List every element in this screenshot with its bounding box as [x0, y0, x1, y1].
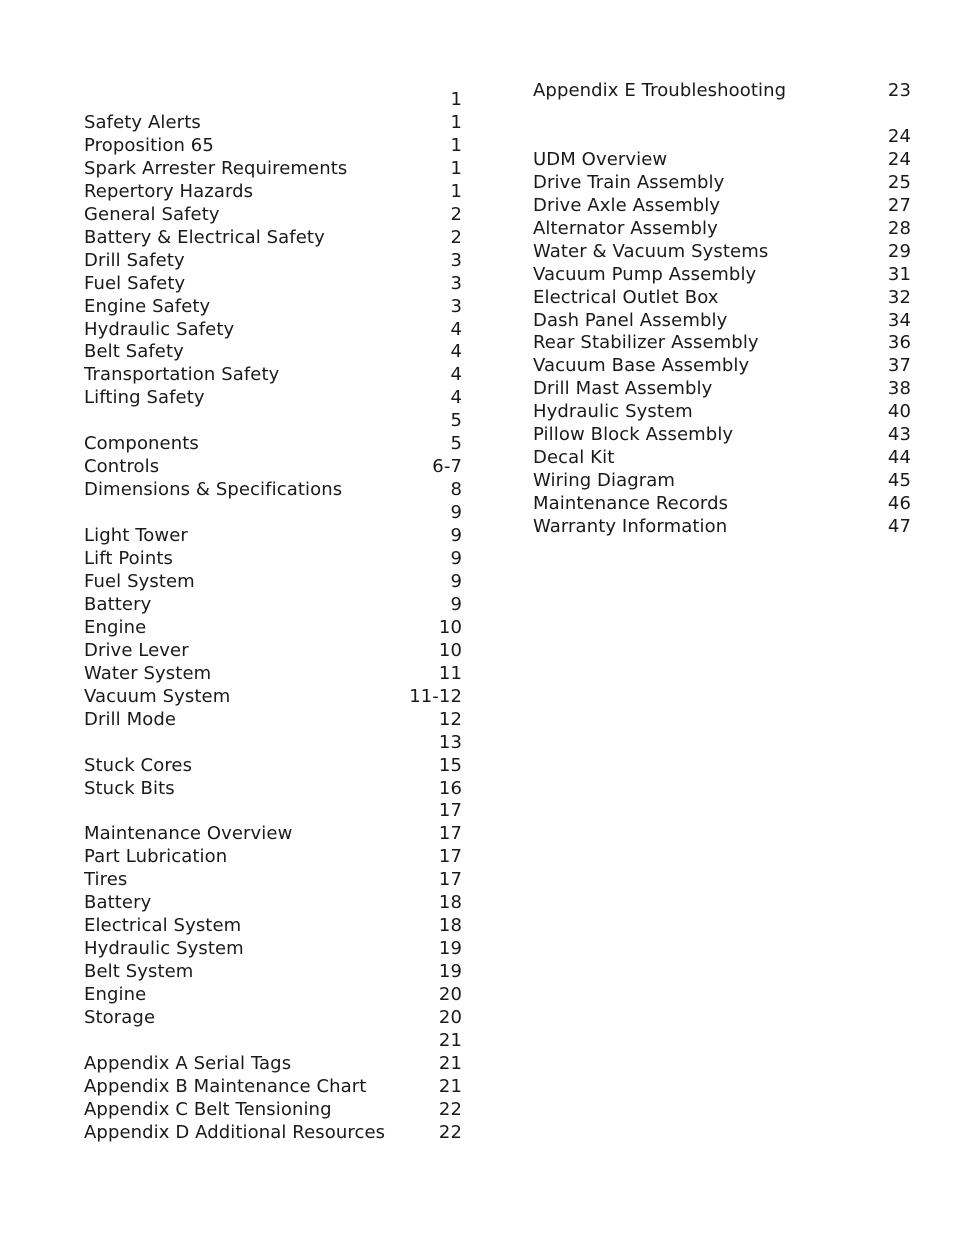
toc-entry[interactable]: [533, 423, 911, 446]
toc-entry[interactable]: [533, 469, 911, 492]
toc-entry[interactable]: [84, 318, 462, 341]
toc-entry-page-number: 2: [450, 203, 462, 225]
toc-entry[interactable]: [84, 501, 462, 524]
toc-entry[interactable]: [84, 249, 462, 272]
toc-entry[interactable]: [84, 111, 462, 134]
toc-entry-page-number: 18: [438, 915, 462, 937]
toc-entry[interactable]: [533, 79, 911, 102]
toc-entry-title: Appendix A Serial Tags: [84, 1052, 292, 1074]
toc-entry[interactable]: [533, 515, 911, 538]
toc-entry-page-number: 40: [887, 401, 911, 423]
toc-entry-page-number: 15: [438, 754, 462, 776]
toc-entry-page-number: 4: [450, 318, 462, 340]
toc-entry-title: Dimensions & Specifications: [84, 479, 343, 501]
toc-entry-title: Appendix D Additional Resources: [84, 1121, 386, 1143]
toc-entry[interactable]: [533, 354, 911, 377]
toc-entry-title: Pillow Block Assembly: [533, 424, 734, 446]
toc-entry[interactable]: [84, 570, 462, 593]
toc-entry-page-number: 3: [450, 249, 462, 271]
toc-entry-title: Safety Alerts: [84, 111, 201, 133]
toc-entry-title: Appendix C Belt Tensioning: [84, 1098, 332, 1120]
toc-entry[interactable]: [84, 157, 462, 180]
toc-entry-page-number: 11: [438, 662, 462, 684]
toc-entry-page-number: 16: [438, 777, 462, 799]
toc-entry-title: Dash Panel Assembly: [533, 309, 728, 331]
toc-entry-page-number: 17: [438, 823, 462, 845]
toc-entry-page-number: 17: [438, 869, 462, 891]
toc-entry[interactable]: [84, 386, 462, 409]
toc-entry-page-number: 10: [438, 616, 462, 638]
toc-entry[interactable]: [84, 1098, 462, 1121]
toc-entry-title: Components: [84, 433, 199, 455]
toc-entry[interactable]: [84, 639, 462, 662]
toc-entry-page-number: 9: [450, 525, 462, 547]
toc-entry[interactable]: [84, 937, 462, 960]
toc-entry-title: Stuck Bits: [84, 777, 175, 799]
toc-entry-page-number: 44: [887, 447, 911, 469]
toc-entry-page-number: 31: [887, 263, 911, 285]
toc-entry[interactable]: [533, 400, 911, 423]
toc-entry-title: Water & Vacuum Systems: [533, 240, 769, 262]
toc-entry-title: Repertory Hazards: [84, 180, 254, 202]
toc-entry[interactable]: [84, 1029, 462, 1052]
toc-entry-page-number: 13: [438, 731, 462, 753]
toc-entry-page-number: 1: [450, 157, 462, 179]
toc-entry[interactable]: [84, 226, 462, 249]
toc-entry-page-number: 19: [438, 938, 462, 960]
toc-entry-title: Appendix B Maintenance Chart: [84, 1075, 367, 1097]
toc-entry[interactable]: [84, 524, 462, 547]
toc-entry-title: Lifting Safety: [84, 387, 205, 409]
toc-entry[interactable]: [84, 983, 462, 1006]
toc-entry-title: Drill Mode: [84, 708, 177, 730]
toc-entry-page-number: 17: [438, 800, 462, 822]
toc-entry[interactable]: [84, 340, 462, 363]
toc-entry-page-number: 1: [450, 89, 462, 110]
toc-entry[interactable]: [84, 88, 462, 111]
toc-entry-title: Belt System: [84, 961, 194, 983]
toc-entry[interactable]: [84, 547, 462, 570]
toc-entry-page-number: 9: [450, 548, 462, 569]
toc-entry-page-number: 32: [887, 286, 911, 308]
toc-entry-page-number: 43: [887, 424, 911, 446]
toc-entry-title: Transportation Safety: [84, 364, 280, 386]
toc-entry-page-number: 9: [450, 570, 462, 592]
toc-entry[interactable]: [84, 685, 462, 708]
toc-entry-title: Rear Stabilizer Assembly: [533, 332, 759, 354]
toc-entry-page-number: 10: [438, 639, 462, 661]
toc-entry-title: Vacuum Pump Assembly: [533, 263, 757, 285]
toc-entry-page-number: 12: [438, 708, 462, 730]
toc-entry[interactable]: [533, 217, 911, 240]
toc-entry-title: Controls: [84, 456, 160, 478]
toc-entry-page-number: 8: [450, 479, 462, 501]
toc-entry[interactable]: [84, 1006, 462, 1029]
toc-entry[interactable]: [84, 272, 462, 295]
toc-entry-page-number: 2: [450, 226, 462, 248]
toc-entry-page-number: 38: [887, 378, 911, 400]
toc-entry[interactable]: [533, 240, 911, 263]
toc-entry[interactable]: [533, 263, 911, 286]
toc-entry[interactable]: [84, 662, 462, 685]
toc-entry-page-number: 4: [450, 341, 462, 363]
toc-entry-title: Appendix E Troubleshooting: [533, 80, 787, 101]
toc-entry-title: Stuck Cores: [84, 754, 193, 776]
toc-entry-title: Engine: [84, 984, 147, 1006]
toc-entry[interactable]: [533, 309, 911, 332]
toc-entry[interactable]: [533, 171, 911, 194]
toc-entry[interactable]: [84, 868, 462, 891]
toc-entry[interactable]: [533, 377, 911, 400]
toc-entry[interactable]: [84, 960, 462, 983]
toc-entry-page-number: 46: [887, 493, 911, 515]
toc-entry-page-number: 47: [887, 516, 911, 538]
toc-entry[interactable]: [84, 1075, 462, 1098]
toc-entry[interactable]: [533, 102, 911, 125]
toc-entry[interactable]: [84, 914, 462, 937]
toc-entry-title: Tires: [84, 869, 128, 891]
toc-entry-page-number: 11-12: [409, 685, 462, 707]
toc-entry[interactable]: [84, 845, 462, 868]
toc-entry-title: Engine: [84, 616, 147, 638]
toc-entry[interactable]: [84, 822, 462, 845]
toc-entry[interactable]: [84, 203, 462, 226]
toc-entry-title: Maintenance Records: [533, 493, 729, 515]
toc-entry-title: Electrical System: [84, 915, 242, 937]
toc-entry-page-number: 22: [438, 1121, 462, 1143]
toc-entry-title: Warranty Information: [533, 516, 728, 538]
toc-entry-page-number: 3: [450, 295, 462, 317]
toc-entry-title: Battery & Electrical Safety: [84, 226, 325, 248]
toc-entry[interactable]: [84, 891, 462, 914]
toc-entry[interactable]: [84, 295, 462, 318]
toc-entry-title: Drill Safety: [84, 249, 185, 271]
toc-entry-title: Drive Axle Assembly: [533, 194, 721, 216]
toc-entry-title: Drive Train Assembly: [533, 171, 725, 193]
toc-entry-title: Vacuum Base Assembly: [533, 355, 750, 377]
toc-entry-page-number: 20: [438, 1007, 462, 1028]
toc-entry[interactable]: [533, 125, 911, 148]
toc-entry[interactable]: [84, 708, 462, 731]
toc-entry-page-number: 1: [450, 134, 462, 156]
toc-entry-title: Hydraulic System: [533, 401, 693, 423]
toc-entry-page-number: 21: [438, 1052, 462, 1074]
toc-entry[interactable]: [84, 1052, 462, 1075]
toc-entry-title: Storage: [84, 1007, 156, 1028]
toc-entry-page-number: 29: [887, 240, 911, 262]
toc-entry-page-number: 21: [438, 1075, 462, 1097]
toc-entry-page-number: 22: [438, 1098, 462, 1120]
toc-entry[interactable]: [84, 432, 462, 455]
toc-entry[interactable]: [84, 593, 462, 616]
toc-entry-title: Battery: [84, 892, 152, 914]
toc-entry-title: Decal Kit: [533, 447, 615, 469]
toc-entry[interactable]: [84, 478, 462, 501]
toc-entry-page-number: 19: [438, 961, 462, 983]
toc-entry-page-number: 6-7: [432, 456, 462, 478]
toc-entry-page-number: 24: [887, 125, 911, 147]
toc-entry-page-number: 25: [887, 171, 911, 193]
toc-entry[interactable]: [84, 455, 462, 478]
toc-entry-page-number: 36: [887, 332, 911, 354]
toc-entry-page-number: 17: [438, 846, 462, 868]
toc-entry-page-number: 27: [887, 194, 911, 216]
toc-entry-title: Electrical Outlet Box: [533, 286, 719, 308]
toc-entry-title: Battery: [84, 593, 152, 615]
toc-entry[interactable]: [84, 777, 462, 800]
toc-entry-title: Alternator Assembly: [533, 217, 718, 239]
toc-entry[interactable]: [84, 731, 462, 754]
toc-entry-page-number: 23: [887, 80, 911, 101]
toc-entry-page-number: 4: [450, 387, 462, 409]
toc-entry[interactable]: [84, 180, 462, 203]
toc-entry-title: Light Tower: [84, 525, 188, 547]
toc-entry[interactable]: [533, 286, 911, 309]
toc-entry-title: Fuel Safety: [84, 272, 186, 294]
toc-entry-title: Water System: [84, 662, 212, 684]
toc-entry[interactable]: [84, 409, 462, 432]
toc-entry-page-number: 5: [450, 410, 462, 432]
toc-entry[interactable]: [84, 616, 462, 639]
toc-entry[interactable]: [533, 446, 911, 469]
toc-entry-page-number: 28: [887, 217, 911, 239]
toc-entry-title: Wiring Diagram: [533, 470, 676, 492]
toc-entry-title: Spark Arrester Requirements: [84, 157, 348, 179]
toc-entry-page-number: 4: [450, 364, 462, 386]
toc-entry-title: Fuel System: [84, 570, 195, 592]
toc-entry[interactable]: [84, 1121, 462, 1144]
toc-entry[interactable]: [84, 363, 462, 386]
toc-entry-page-number: 37: [887, 355, 911, 377]
toc-entry-title: Proposition 65: [84, 134, 214, 156]
toc-entry-page-number: 45: [887, 470, 911, 492]
toc-entry-page-number: 18: [438, 892, 462, 914]
toc-entry-title: General Safety: [84, 203, 220, 225]
toc-entry-title: Hydraulic Safety: [84, 318, 235, 340]
toc-entry-title: Vacuum System: [84, 685, 231, 707]
toc-entry-page-number: 5: [450, 433, 462, 455]
toc-entry-page-number: 21: [438, 1029, 462, 1051]
toc-entry[interactable]: [533, 331, 911, 354]
toc-entry-title: Drive Lever: [84, 639, 189, 661]
toc-entry-title: Hydraulic System: [84, 938, 244, 960]
toc-entry-page-number: 20: [438, 984, 462, 1006]
toc-entry[interactable]: [84, 799, 462, 822]
toc-entry-page-number: 1: [450, 180, 462, 202]
toc-entry-title: Drill Mast Assembly: [533, 378, 713, 400]
toc-entry-title: UDM Overview: [533, 148, 668, 170]
toc-entry[interactable]: [533, 492, 911, 515]
toc-entry[interactable]: [84, 134, 462, 157]
toc-entry-page-number: 3: [450, 272, 462, 294]
toc-entry-page-number: 9: [450, 502, 462, 524]
toc-entry-page-number: 24: [887, 148, 911, 170]
toc-entry[interactable]: [533, 148, 911, 171]
toc-entry-title: Engine Safety: [84, 295, 211, 317]
toc-entry-page-number: 1: [450, 111, 462, 133]
toc-entry-page-number: 34: [887, 309, 911, 331]
toc-entry-title: Belt Safety: [84, 341, 184, 363]
toc-entry-title: Part Lubrication: [84, 846, 228, 868]
toc-entry-title: Lift Points: [84, 548, 173, 569]
toc-entry-title: Maintenance Overview: [84, 823, 293, 845]
toc-entry-page-number: 9: [450, 593, 462, 615]
toc-entry[interactable]: [84, 754, 462, 777]
toc-entry[interactable]: [533, 194, 911, 217]
